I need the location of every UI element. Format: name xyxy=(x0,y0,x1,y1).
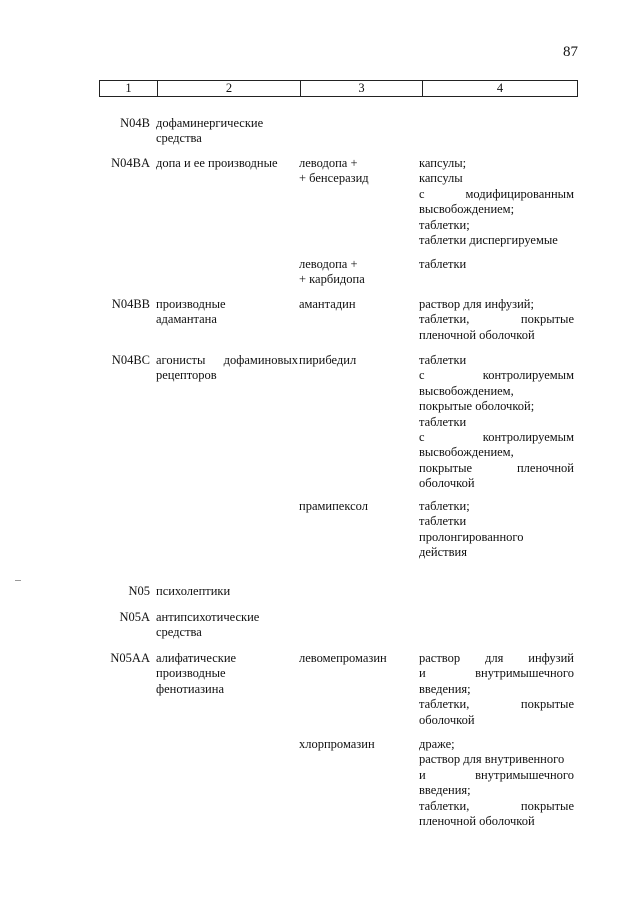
substance-name: хлорпромазин xyxy=(299,737,375,751)
dosage-forms: таблетки xyxy=(419,257,467,271)
atc-group: антипсихотические средства xyxy=(156,610,260,640)
dosage-forms: таблетки с контролируемым высвобождением, покрытые оболочкой; таблетки с контролируемым высвобождением, покрытые пленочной оболочкой xyxy=(419,353,574,491)
page-number: 87 xyxy=(563,44,578,60)
column-header-3: 3 xyxy=(301,81,423,97)
substance-name: пирибедил xyxy=(299,353,357,367)
atc-group: психолептики xyxy=(156,584,231,598)
atc-code: N04BC xyxy=(111,353,150,367)
atc-code: N04BA xyxy=(111,156,150,170)
atc-group: агонисты дофаминовых рецепторов xyxy=(156,353,298,383)
substance-name: левомепромазин xyxy=(299,651,387,665)
dosage-forms: раствор для инфузий; таблетки, покрытые пленочной оболочкой xyxy=(419,297,574,342)
atc-group: допа и ее производные xyxy=(156,156,278,170)
dosage-forms: таблетки; таблетки пролонгированного действия xyxy=(419,499,524,560)
column-header-1: 1 xyxy=(100,81,158,97)
column-header-table xyxy=(99,80,578,97)
atc-code: N05AA xyxy=(110,651,150,665)
atc-code: N04BB xyxy=(111,297,150,311)
substance-name: леводопа + + бенсеразид xyxy=(299,156,369,186)
substance-name: прамипексол xyxy=(299,499,368,513)
atc-code: N04B xyxy=(120,116,150,130)
dosage-forms: раствор для инфузий и внутримышечного введения; таблетки, покрытые оболочкой xyxy=(419,651,574,727)
substance-name: леводопа + + карбидопа xyxy=(299,257,365,287)
substance-name: амантадин xyxy=(299,297,356,311)
atc-code: N05A xyxy=(119,610,150,624)
dosage-forms: драже; раствор для внутривенного и внутримышечного введения; таблетки, покрытые пленочной оболочкой xyxy=(419,737,574,829)
atc-group: алифатические производные фенотиазина xyxy=(156,651,237,696)
column-header-2: 2 xyxy=(158,81,301,97)
dosage-forms: капсулы; капсулы с модифицированным высвобождением; таблетки; таблетки диспергируемые xyxy=(419,156,574,248)
scan-margin-mark xyxy=(15,580,21,581)
atc-code: N05 xyxy=(128,584,150,598)
column-header-4: 4 xyxy=(423,81,578,97)
atc-group: производные адамантана xyxy=(156,297,226,327)
atc-group: дофаминергические средства xyxy=(156,116,264,146)
